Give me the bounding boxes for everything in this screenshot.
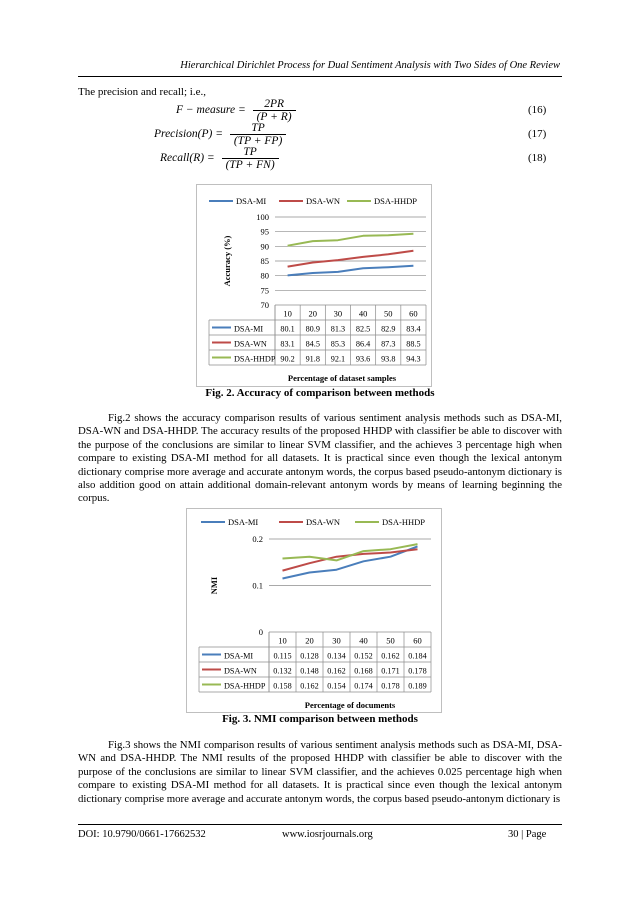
data-label: 0.128 xyxy=(300,651,319,661)
data-label: 87.3 xyxy=(381,339,396,349)
y-tick-label: 0.1 xyxy=(252,580,263,591)
equation-precision xyxy=(154,122,286,147)
x-tick-label: 30 xyxy=(333,308,343,319)
y-tick-label: 100 xyxy=(256,212,269,222)
equation-numerator: TP xyxy=(230,122,286,135)
equation-numerator: 2PR xyxy=(253,98,296,111)
legend-label: DSA-HHDP xyxy=(374,196,417,206)
equation-numerator: TP xyxy=(222,146,279,159)
y-axis-label: NMI xyxy=(209,576,219,595)
figure-2-caption: Fig. 2. Accuracy of comparison between methods xyxy=(205,387,435,399)
legend-label: DSA-WN xyxy=(306,517,340,527)
x-tick-label: 60 xyxy=(409,308,418,319)
data-label: 81.3 xyxy=(330,324,346,334)
series-line xyxy=(283,549,418,570)
data-label: 0.178 xyxy=(408,666,427,676)
data-label: 90.2 xyxy=(280,354,295,364)
equation-lhs: F − measure = xyxy=(176,104,246,117)
nmi-line-chart xyxy=(187,509,441,712)
footer-doi: DOI: 10.9790/0661-17662532 xyxy=(78,829,206,840)
data-label: 80.9 xyxy=(305,324,320,334)
data-label: 0.162 xyxy=(381,651,400,661)
data-label: 0.152 xyxy=(354,651,373,661)
data-label: 84.5 xyxy=(305,339,320,349)
y-tick-label: 90 xyxy=(260,241,269,252)
series-line xyxy=(288,234,414,246)
table-series-label: DSA-HHDP xyxy=(234,354,276,364)
x-tick-label: 40 xyxy=(358,308,368,319)
x-tick-label: 60 xyxy=(413,635,422,646)
data-label: 92.1 xyxy=(330,354,346,364)
equation-denominator: (TP + FP) xyxy=(233,135,283,147)
legend-label: DSA-MI xyxy=(228,517,259,527)
y-tick-label: 85 xyxy=(260,256,269,266)
paragraph-fig3 xyxy=(78,739,562,806)
data-label: 83.1 xyxy=(280,339,295,349)
figure-2-chart xyxy=(196,184,432,387)
equation-number: (16) xyxy=(528,104,547,116)
equation-recall xyxy=(160,146,279,171)
data-label: 82.5 xyxy=(355,324,371,334)
data-label: 0.154 xyxy=(327,681,346,691)
paragraph-text: Fig.3 shows the NMI comparison results of various sentiment analysis methods such as DSA-MI, DSA-WN and DSA-HHDP. The NMI results of the proposed HHDP with classifier be able to discover with the purpose of the conclusions are similar to linear SVM classifier, and the achieves 0.025 percentage high when compare to existing DSA-MI method for all datasets. It is practical since even though the lexical antonym dictionary comprise more average and accurate antonym words, the corpus based pseudo-antonym dictionary is xyxy=(78,739,562,805)
equation-fmeasure xyxy=(176,98,296,123)
y-tick-label: 80 xyxy=(260,270,269,281)
equation-lhs: Precision(P) = xyxy=(154,128,223,141)
paragraph-text: Fig.2 shows the accuracy comparison results of various sentiment analysis methods such as DSA-MI, DSA-WN and DSA-HHDP. The accuracy results of the proposed HHDP with classifier be able to discover with the purpose of the conclusions are similar to linear SVM classifier, and the achieves 3 percentage high when compare to existing DSA-MI method for all datasets. It is practical since even though the lexical antonym dictionary comprise more average and accurate antonym words, the corpus based pseudo-antonym dictionary is also addition good on attain additional domain-relevant antonym words by means of learning beginning the corpus. xyxy=(78,412,562,505)
table-series-label: DSA-HHDP xyxy=(224,681,266,691)
table-series-label: DSA-MI xyxy=(234,324,264,334)
intro-text: The precision and recall; i.e., xyxy=(78,86,206,98)
data-label: 91.8 xyxy=(305,354,320,364)
x-tick-label: 10 xyxy=(283,308,292,319)
data-label: 0.174 xyxy=(354,681,373,691)
x-tick-label: 30 xyxy=(332,635,341,646)
data-label: 82.9 xyxy=(381,324,396,334)
running-header: Hierarchical Dirichlet Process for Dual Sentiment Analysis with Two Sides of One Review xyxy=(180,60,560,71)
x-axis-label: Percentage of documents xyxy=(304,700,396,710)
y-tick-label: 95 xyxy=(260,226,269,237)
x-tick-label: 20 xyxy=(305,635,314,646)
table-series-label: DSA-MI xyxy=(224,651,254,661)
x-tick-label: 20 xyxy=(308,308,317,319)
header-rule xyxy=(78,76,562,77)
x-tick-label: 50 xyxy=(384,308,393,319)
data-label: 88.5 xyxy=(406,339,421,349)
table-series-label: DSA-WN xyxy=(234,339,267,349)
footer-site: www.iosrjournals.org xyxy=(282,829,373,840)
data-label: 0.168 xyxy=(354,666,373,676)
y-axis-label: Accuracy (%) xyxy=(222,235,232,287)
data-label: 0.162 xyxy=(300,681,319,691)
data-label: 86.4 xyxy=(355,339,371,349)
data-label: 0.184 xyxy=(408,651,427,661)
footer-page: 30 | Page xyxy=(508,829,547,840)
data-label: 93.8 xyxy=(381,354,396,364)
data-label: 94.3 xyxy=(406,354,421,364)
y-tick-label: 0.2 xyxy=(252,534,263,544)
equation-denominator: (TP + FN) xyxy=(225,159,275,171)
equation-number: (18) xyxy=(528,152,547,164)
series-line xyxy=(288,251,414,267)
equation-lhs: Recall(R) = xyxy=(160,152,215,165)
data-label: 0.132 xyxy=(273,666,292,676)
accuracy-line-chart xyxy=(197,185,431,386)
data-label: 93.6 xyxy=(355,354,371,364)
x-tick-label: 40 xyxy=(359,635,368,646)
data-label: 83.4 xyxy=(406,324,421,334)
footer-rule xyxy=(78,824,562,825)
x-tick-label: 50 xyxy=(386,635,395,646)
x-axis-label: Percentage of dataset samples xyxy=(287,373,397,383)
data-label: 0.178 xyxy=(381,681,400,691)
data-label: 0.115 xyxy=(273,651,292,661)
legend-label: DSA-HHDP xyxy=(382,517,425,527)
data-label: 0.148 xyxy=(300,666,319,676)
paragraph-fig2 xyxy=(78,412,562,506)
y-tick-label: 75 xyxy=(260,285,269,296)
data-label: 80.1 xyxy=(280,324,295,334)
figure-3-caption: Fig. 3. NMI comparison between methods xyxy=(222,713,418,725)
data-label: 0.189 xyxy=(408,681,427,691)
legend-label: DSA-WN xyxy=(306,196,340,206)
y-tick-label: 70 xyxy=(260,300,269,310)
data-label: 0.162 xyxy=(327,666,346,676)
table-series-label: DSA-WN xyxy=(224,666,257,676)
data-label: 85.3 xyxy=(330,339,346,349)
data-label: 0.134 xyxy=(327,651,346,661)
legend-label: DSA-MI xyxy=(236,196,267,206)
data-label: 0.158 xyxy=(273,681,292,691)
x-tick-label: 10 xyxy=(278,635,287,646)
series-line xyxy=(288,266,414,276)
figure-3-chart xyxy=(186,508,442,713)
equation-denominator: (P + R) xyxy=(256,111,292,123)
y-tick-label: 0 xyxy=(258,627,263,637)
data-label: 0.171 xyxy=(381,666,400,676)
equation-number: (17) xyxy=(528,128,547,140)
